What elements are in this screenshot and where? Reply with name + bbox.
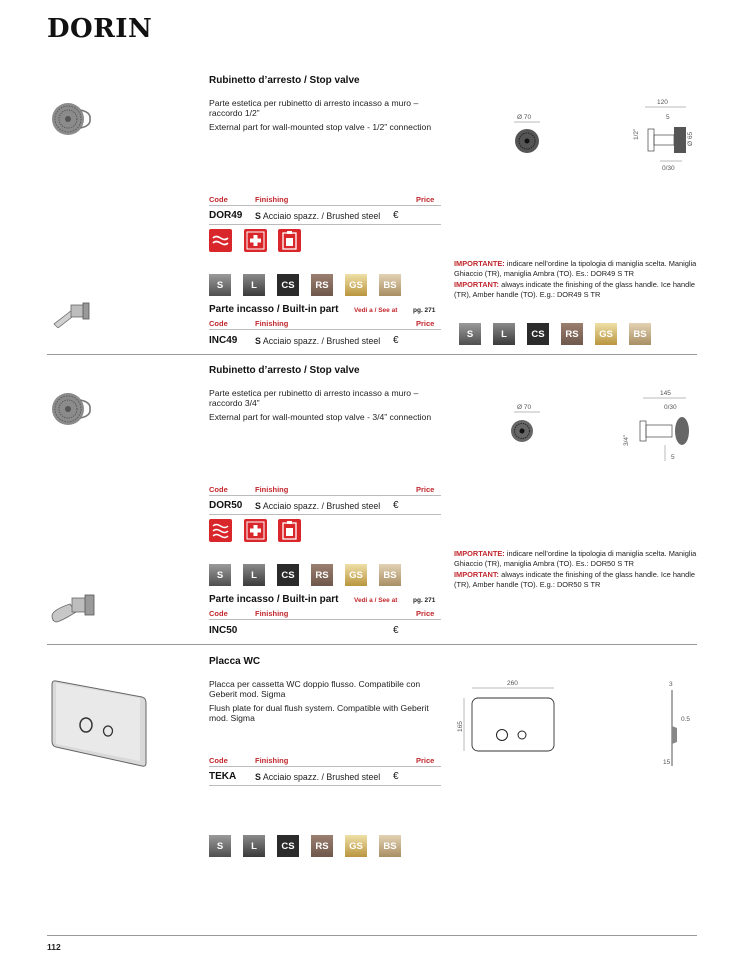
section-title: Rubinetto d’arresto / Stop valve bbox=[209, 75, 360, 86]
finish-value: S Acciaio spazz. / Brushed steel bbox=[255, 772, 381, 782]
price-header: Price bbox=[416, 319, 435, 328]
important-note-en: IMPORTANT: always indicate the finishing of the glass handle. Ice handle (TR), Amber handle (TO). E.g.: DOR49 S TR bbox=[454, 280, 696, 299]
description-it: Parte estetica per rubinetto di arresto incasso a muro – raccordo 3/4” bbox=[209, 388, 419, 409]
installation-box-icon bbox=[278, 229, 301, 252]
swatch-cs: CS bbox=[527, 323, 549, 345]
code-header: Code bbox=[209, 195, 228, 204]
brand-logo: DORIN bbox=[47, 14, 153, 44]
svg-text:Ø 65: Ø 65 bbox=[687, 131, 694, 146]
price-header: Price bbox=[416, 609, 435, 618]
technical-drawing bbox=[500, 385, 700, 467]
svg-text:3: 3 bbox=[669, 681, 673, 688]
svg-text:5: 5 bbox=[671, 454, 675, 461]
svg-text:15: 15 bbox=[663, 759, 671, 766]
stop-valve-product-image bbox=[50, 98, 94, 140]
price-euro: € bbox=[393, 771, 399, 782]
section-divider bbox=[47, 644, 697, 645]
finishing-header: Finishing bbox=[255, 756, 289, 765]
swatch-s: S bbox=[209, 835, 231, 857]
section-divider bbox=[47, 354, 697, 355]
technical-drawing bbox=[500, 95, 700, 175]
code-header: Code bbox=[209, 319, 228, 328]
see-at-link[interactable]: Vedi a / See at bbox=[354, 597, 398, 604]
code-header: Code bbox=[209, 756, 228, 765]
price-euro: € bbox=[393, 210, 399, 221]
swatch-bs: BS bbox=[379, 835, 401, 857]
section-title: Rubinetto d’arresto / Stop valve bbox=[209, 365, 360, 376]
swiss-cross-icon bbox=[244, 519, 267, 542]
swatch-rs: RS bbox=[311, 274, 333, 296]
code-header: Code bbox=[209, 485, 228, 494]
finish-value: S Acciaio spazz. / Brushed steel bbox=[255, 211, 381, 221]
header-divider bbox=[209, 619, 441, 620]
finish-value: S Acciaio spazz. / Brushed steel bbox=[255, 336, 381, 346]
description-it: Placca per cassetta WC doppio flusso. Compatibile con Geberit mod. Sigma bbox=[209, 679, 421, 700]
finish-value: S Acciaio spazz. / Brushed steel bbox=[255, 501, 381, 511]
product-code: INC49 bbox=[209, 335, 238, 346]
description-en: Flush plate for dual flush system. Compatible with Geberit mod. Sigma bbox=[209, 703, 429, 724]
row-divider bbox=[209, 785, 441, 786]
svg-text:260: 260 bbox=[507, 680, 518, 687]
technical-drawing bbox=[450, 676, 700, 771]
finishing-header: Finishing bbox=[255, 609, 289, 618]
price-euro: € bbox=[393, 625, 399, 636]
swatch-l: L bbox=[243, 835, 265, 857]
price-header: Price bbox=[416, 195, 435, 204]
svg-text:Ø 70: Ø 70 bbox=[517, 114, 532, 121]
swatch-gs: GS bbox=[345, 564, 367, 586]
swatch-s: S bbox=[209, 564, 231, 586]
finishing-header: Finishing bbox=[255, 195, 289, 204]
swatch-rs: RS bbox=[561, 323, 583, 345]
svg-text:145: 145 bbox=[660, 390, 671, 397]
swatch-rs: RS bbox=[311, 835, 333, 857]
swatch-cs: CS bbox=[277, 274, 299, 296]
svg-text:165: 165 bbox=[457, 721, 464, 732]
swatch-bs: BS bbox=[629, 323, 651, 345]
swatch-gs: GS bbox=[345, 835, 367, 857]
swatch-bs: BS bbox=[379, 564, 401, 586]
swatch-s: S bbox=[209, 274, 231, 296]
important-note-en: IMPORTANT: always indicate the finishing of the glass handle. Ice handle (TR), Amber handle (TO). E.g.: DOR50 S TR bbox=[454, 570, 696, 589]
built-in-part-image bbox=[50, 590, 100, 624]
code-header: Code bbox=[209, 609, 228, 618]
water-flow-icon bbox=[209, 519, 232, 542]
page-reference: pg. 271 bbox=[413, 307, 436, 314]
svg-text:0.5: 0.5 bbox=[681, 716, 691, 723]
footer-divider bbox=[47, 935, 697, 936]
price-header: Price bbox=[416, 485, 435, 494]
page-number: 112 bbox=[47, 942, 61, 952]
built-in-part-image bbox=[50, 298, 94, 328]
product-code: DOR50 bbox=[209, 500, 243, 511]
svg-text:3/4”: 3/4” bbox=[623, 434, 630, 446]
swatch-cs: CS bbox=[277, 835, 299, 857]
swatch-bs: BS bbox=[379, 274, 401, 296]
swatch-l: L bbox=[243, 564, 265, 586]
swatch-l: L bbox=[493, 323, 515, 345]
stop-valve-product-image bbox=[50, 388, 94, 430]
finishing-header: Finishing bbox=[255, 319, 289, 328]
section-title: Placca WC bbox=[209, 656, 261, 667]
built-in-title: Parte incasso / Built-in part bbox=[209, 594, 339, 605]
see-at-link[interactable]: Vedi a / See at bbox=[354, 307, 398, 314]
header-divider bbox=[209, 329, 441, 330]
description-en: External part for wall-mounted stop valve - 3/4” connection bbox=[209, 412, 432, 422]
swiss-cross-icon bbox=[244, 229, 267, 252]
important-note-it: IMPORTANTE: indicare nell’ordine la tipologia di maniglia scelta. Maniglia Ghiaccio (TR), maniglia Ambra (TO). Es.: DOR49 S TR bbox=[454, 259, 697, 278]
svg-text:0/30: 0/30 bbox=[662, 165, 675, 172]
svg-text:Ø 70: Ø 70 bbox=[517, 404, 532, 411]
swatch-l: L bbox=[243, 274, 265, 296]
svg-text:1/2”: 1/2” bbox=[633, 128, 640, 140]
product-code: TEKA bbox=[209, 771, 237, 782]
svg-text:0/30: 0/30 bbox=[664, 404, 677, 411]
swatch-gs: GS bbox=[345, 274, 367, 296]
product-code: DOR49 bbox=[209, 210, 243, 221]
swatch-rs: RS bbox=[311, 564, 333, 586]
built-in-title: Parte incasso / Built-in part bbox=[209, 304, 339, 315]
swatch-cs: CS bbox=[277, 564, 299, 586]
swatch-s: S bbox=[459, 323, 481, 345]
description-en: External part for wall-mounted stop valve - 1/2” connection bbox=[209, 122, 432, 132]
header-divider bbox=[209, 205, 441, 206]
row-divider bbox=[209, 514, 441, 515]
page-reference: pg. 271 bbox=[413, 597, 436, 604]
header-divider bbox=[209, 495, 441, 496]
price-euro: € bbox=[393, 335, 399, 346]
price-header: Price bbox=[416, 756, 435, 765]
header-divider bbox=[209, 766, 441, 767]
finishing-header: Finishing bbox=[255, 485, 289, 494]
swatch-gs: GS bbox=[595, 323, 617, 345]
installation-box-icon bbox=[278, 519, 301, 542]
svg-text:120: 120 bbox=[657, 99, 668, 106]
important-note-it: IMPORTANTE: indicare nell’ordine la tipologia di maniglia scelta. Maniglia Ghiaccio (TR), maniglia Ambra (TO). Es.: DOR50 S TR bbox=[454, 549, 697, 568]
price-euro: € bbox=[393, 500, 399, 511]
description-it: Parte estetica per rubinetto di arresto incasso a muro – raccordo 1/2” bbox=[209, 98, 419, 119]
row-divider bbox=[209, 224, 441, 225]
product-code: INC50 bbox=[209, 625, 238, 636]
flush-plate-product-image bbox=[50, 677, 150, 769]
svg-text:5: 5 bbox=[666, 114, 670, 121]
water-flow-icon bbox=[209, 229, 232, 252]
